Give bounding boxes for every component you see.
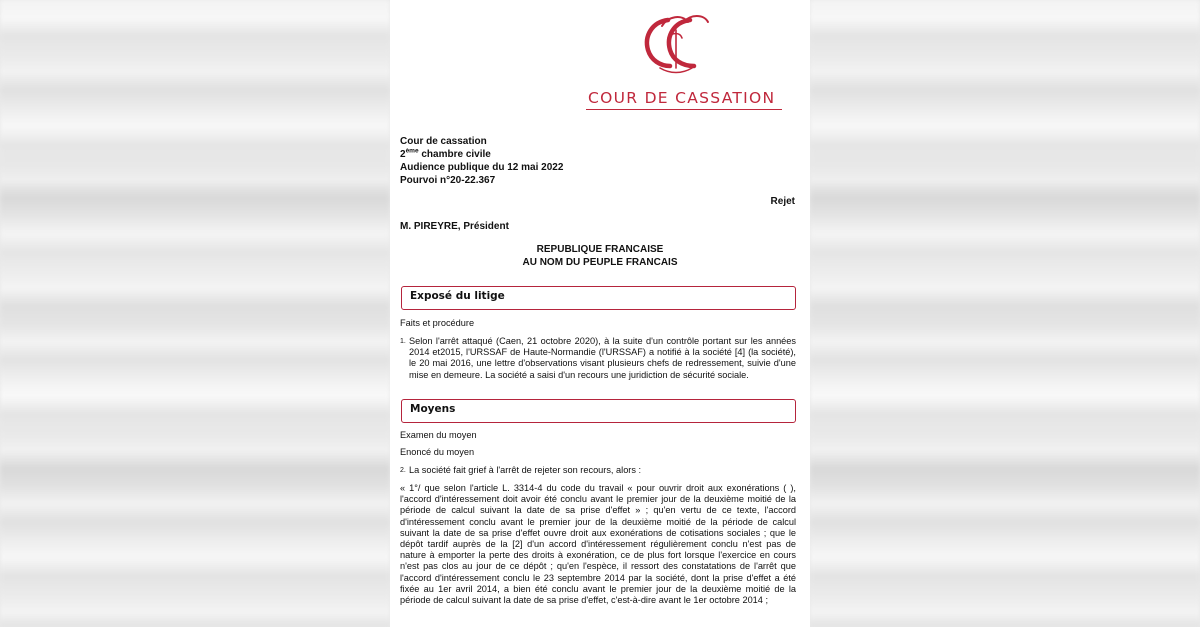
section-moyens [401,399,796,423]
facts-heading: Faits et procédure [400,318,475,328]
appeal-number: Pourvoi n°20-22.367 [400,175,496,186]
section-title: Moyens [410,403,456,415]
enonce-heading: Enoncé du moyen [400,447,475,457]
republic-heading [390,244,810,269]
case-header [400,135,563,187]
hearing-date: Audience publique du 12 mai 2022 [400,162,564,173]
document-page [390,0,810,627]
section-title: Exposé du litige [410,290,505,302]
paragraph-2 [400,465,796,476]
paragraph-text: Selon l'arrêt attaqué (Caen, 21 octobre 2020), à la suite d'un contrôle portant sur les années 2014 et2015, l'URSSAF de Haute-Normandie (l'URSSAF) a notifié à la société [4] (la société), le 20 mai 2016, une lettre d'observations visant plusieurs chefs de redressement, suivie d'une mise en demeure. La société a saisi d'un recours une juridiction de sécurité sociale. [409,336,796,380]
republic-line-2: AU NOM DU PEUPLE FRANCAIS [522,256,678,268]
paragraph-1 [400,336,796,381]
paragraph-number: 2. [400,467,406,474]
logo-underline [586,109,782,110]
blurred-background-left [0,0,390,627]
republic-line-1: REPUBLIQUE FRANCAISE [536,244,664,255]
blurred-background-right [810,0,1200,627]
president-name: M. PIREYRE, Président [400,221,509,232]
decision-label: Rejet [770,196,795,207]
section-expose-du-litige [401,286,796,310]
paragraph-number: 1. [400,338,406,345]
paragraph-text: La société fait grief à l'arrêt de rejeter son recours, alors : [409,465,642,475]
court-name: Cour de cassation [400,136,487,147]
cc-monogram-icon [638,12,718,80]
examen-heading: Examen du moyen [400,430,477,440]
logo-text: COUR DE CASSATION [588,89,776,107]
chamber: 2ème chambre civile [400,147,491,160]
quoted-argument: « 1°/ que selon l'article L. 3314-4 du code du travail « pour ouvrir droit aux exonérations ( ), l'accord d'intéressement doit avoir été conclu avant le premier jour de la deuxième moitié de la période de calcul suivant la date de sa prise d'effet » ; qu'en vertu de ce texte, l'accord d'intéressement conclu avant le premier jour de la deuxième moitié de la période de calcul suivant la date de sa prise d'effet ouvre droit aux exonérations de cotisations sociales ; que le dépôt tardif auprès de la [2] d'un accord d'intéressement régulièrement conclu n'est pas de nature à emporter la perte des droits à exonération, ce de plus fort lorsque l'exercice en cours n'est pas clos au jour de ce dépôt ; qu'en l'espèce, il ressort des constatations de l'arrêt que l'accord d'intéressement conclu le 23 septembre 2014 par la société, dont la prise d'effet a été fixée au 1er avril 2014, a bien été conclu avant le premier jour de la deuxième moitié de la période de calcul suivant la date de sa prise d'effet, c'est-à-dire avant le 1er octobre 2014 ; [400,483,796,606]
cour-de-cassation-logo [580,12,810,107]
